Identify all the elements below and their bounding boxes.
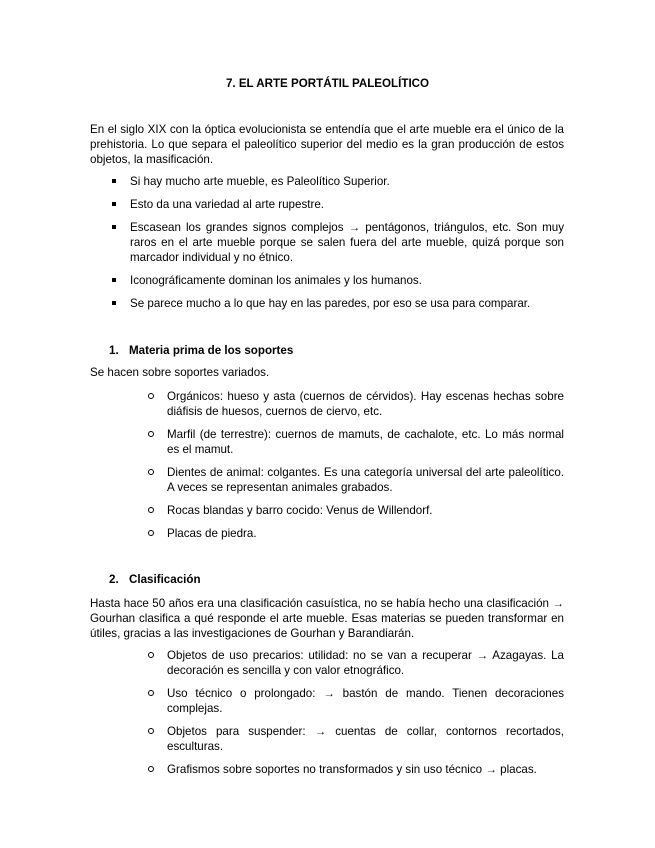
section-title: Materia prima de los soportes — [129, 344, 294, 357]
bullet-text: Si hay mucho arte mueble, es Paleolítico Superior. — [130, 175, 390, 188]
item-text: Dientes de animal: colgantes. Es una categoría universal del arte paleolítico. A veces se representan animales grabados. — [167, 466, 564, 494]
bullet-text: Iconográficamente dominan los animales y los humanos. — [130, 274, 422, 287]
list-item — [147, 724, 564, 754]
section-number: 2. — [109, 573, 119, 586]
list-item — [147, 526, 564, 541]
square-bullet-icon — [112, 278, 116, 282]
list-item — [90, 174, 564, 189]
section-title: Clasificación — [129, 573, 201, 586]
circle-bullet-icon — [148, 728, 154, 734]
list-item — [147, 465, 564, 495]
bullet-list — [90, 174, 564, 319]
circle-bullet-icon — [148, 690, 154, 696]
page-title: 7. EL ARTE PORTÁTIL PALEOLÍTICO — [225, 77, 430, 90]
list-item — [90, 220, 564, 265]
list-item — [90, 296, 564, 311]
circle-bullet-icon — [148, 530, 154, 536]
circle-bullet-icon — [148, 652, 154, 658]
circle-bullet-icon — [148, 393, 154, 399]
item-text: Objetos de uso precarios: utilidad: no se van a recuperar → Azagayas. La decoración es sencilla y con valor etnográfico. — [167, 649, 564, 677]
square-bullet-icon — [112, 225, 116, 229]
materia-prima-list — [147, 389, 564, 549]
clasificacion-list — [147, 648, 564, 785]
list-item — [147, 648, 564, 678]
square-bullet-icon — [112, 179, 116, 183]
item-text: Objetos para suspender: → cuentas de collar, contornos recortados, esculturas. — [167, 725, 564, 753]
list-item — [147, 503, 564, 518]
list-item — [147, 762, 564, 777]
item-text: Uso técnico o prolongado: → bastón de mando. Tienen decoraciones complejas. — [167, 687, 564, 715]
intro-paragraph: En el siglo XIX con la óptica evolucionista se entendía que el arte mueble era el único de la prehistoria. Lo que separa el paleolítico superior del medio es la gran producción de estos objetos, la masificación. — [90, 123, 564, 166]
circle-bullet-icon — [148, 766, 154, 772]
list-item — [147, 389, 564, 419]
item-text: Marfil (de terrestre): cuernos de mamuts, de cachalote, etc. Lo más normal es el mamut. — [167, 428, 564, 456]
item-text: Orgánicos: hueso y asta (cuernos de cérvidos). Hay escenas hechas sobre diáfisis de huesos, cuernos de ciervo, etc. — [167, 390, 564, 418]
bullet-text: Esto da una variedad al arte rupestre. — [130, 198, 324, 211]
section-heading-clasificacion — [109, 572, 201, 587]
list-item — [90, 197, 564, 212]
circle-bullet-icon — [148, 507, 154, 513]
list-item — [147, 427, 564, 457]
square-bullet-icon — [112, 301, 116, 305]
item-text: Rocas blandas y barro cocido: Venus de Willendorf. — [167, 504, 433, 517]
circle-bullet-icon — [148, 431, 154, 437]
list-item — [147, 686, 564, 716]
section-number: 1. — [109, 344, 119, 357]
list-item — [90, 273, 564, 288]
bullet-text: Se parece mucho a lo que hay en las paredes, por eso se usa para comparar. — [130, 297, 531, 310]
item-text: Placas de piedra. — [167, 527, 257, 540]
circle-bullet-icon — [148, 469, 154, 475]
bullet-text: Escasean los grandes signos complejos → pentágonos, triángulos, etc. Son muy raros en el arte mueble porque se salen fuera del arte mueble, quizá porque son marcador individual y no étnico. — [130, 221, 564, 264]
square-bullet-icon — [112, 202, 116, 206]
section-intro: Hasta hace 50 años era una clasificación casuística, no se había hecho una clasificación → Gourhan clasifica a qué responde el arte mueble. Esas materias se pueden transformar en útiles, gracias a las investigaciones de Gourhan y Barandiarán. — [90, 597, 564, 640]
item-text: Grafismos sobre soportes no transformados y sin uso técnico → placas. — [167, 763, 537, 776]
section-heading-materia-prima — [109, 343, 293, 358]
section-intro: Se hacen sobre soportes variados. — [90, 366, 270, 379]
